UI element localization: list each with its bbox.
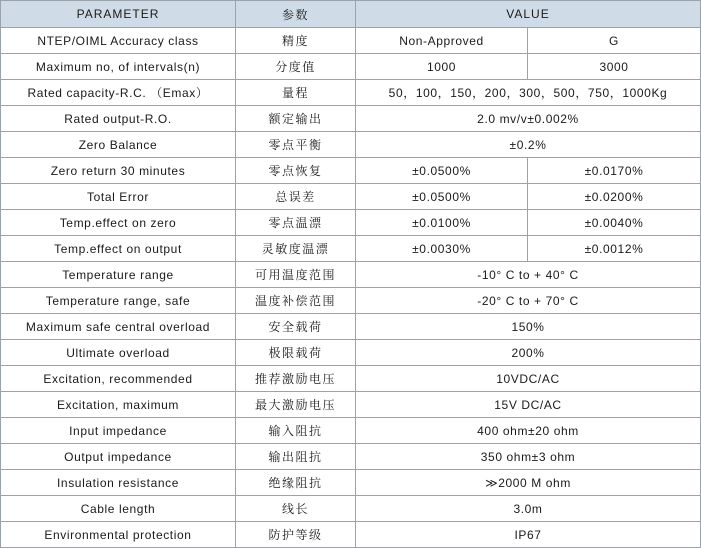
cell-value-secondary: 3000 xyxy=(528,54,701,80)
cell-parameter: Insulation resistance xyxy=(1,470,236,496)
cell-parameter-cn: 最大激励电压 xyxy=(236,392,356,418)
column-header-parameter-cn: 参数 xyxy=(236,1,356,28)
table-row xyxy=(1,314,701,340)
cell-parameter-cn: 绝缘阻抗 xyxy=(236,470,356,496)
cell-parameter-cn: 输出阻抗 xyxy=(236,444,356,470)
table-row xyxy=(1,158,701,184)
table-row xyxy=(1,392,701,418)
table-row xyxy=(1,132,701,158)
cell-value-primary: 10VDC/AC xyxy=(356,366,701,392)
table-row xyxy=(1,262,701,288)
table-row xyxy=(1,496,701,522)
cell-value-primary: 350 ohm±3 ohm xyxy=(356,444,701,470)
cell-value-secondary: ±0.0200% xyxy=(528,184,701,210)
cell-value-primary: 15V DC/AC xyxy=(356,392,701,418)
cell-parameter: Input impedance xyxy=(1,418,236,444)
cell-parameter: Temp.effect on zero xyxy=(1,210,236,236)
cell-parameter: Maximum no, of intervals(n) xyxy=(1,54,236,80)
cell-value-secondary: ±0.0012% xyxy=(528,236,701,262)
cell-value-primary: ±0.0100% xyxy=(356,210,528,236)
cell-parameter: Temperature range, safe xyxy=(1,288,236,314)
cell-value-secondary: ±0.0170% xyxy=(528,158,701,184)
cell-parameter-cn: 量程 xyxy=(236,80,356,106)
table-row xyxy=(1,418,701,444)
cell-value-primary: 3.0m xyxy=(356,496,701,522)
table-row xyxy=(1,340,701,366)
cell-parameter-cn: 灵敏度温漂 xyxy=(236,236,356,262)
table-row xyxy=(1,288,701,314)
cell-value-primary: ±0.2% xyxy=(356,132,701,158)
table-body xyxy=(1,28,701,548)
table-row xyxy=(1,54,701,80)
cell-value-primary: ±0.0030% xyxy=(356,236,528,262)
cell-parameter: Environmental protection xyxy=(1,522,236,548)
cell-parameter: Temp.effect on output xyxy=(1,236,236,262)
table-row xyxy=(1,444,701,470)
cell-parameter-cn: 推荐激励电压 xyxy=(236,366,356,392)
cell-parameter-cn: 精度 xyxy=(236,28,356,54)
cell-parameter: Temperature range xyxy=(1,262,236,288)
cell-parameter: Rated capacity-R.C. （Emax） xyxy=(1,80,236,106)
table-row xyxy=(1,184,701,210)
cell-parameter: Rated output-R.O. xyxy=(1,106,236,132)
cell-parameter-cn: 温度补偿范围 xyxy=(236,288,356,314)
cell-value-primary: ±0.0500% xyxy=(356,184,528,210)
cell-parameter-cn: 极限载荷 xyxy=(236,340,356,366)
cell-parameter-cn: 安全载荷 xyxy=(236,314,356,340)
table-row xyxy=(1,366,701,392)
cell-parameter-cn: 可用温度范围 xyxy=(236,262,356,288)
cell-value-primary: 50，100，150，200，300，500，750，1000Kg xyxy=(356,80,701,106)
table-header xyxy=(1,1,701,28)
cell-value-primary: Non-Approved xyxy=(356,28,528,54)
table-row xyxy=(1,522,701,548)
table-row xyxy=(1,470,701,496)
column-header-value: VALUE xyxy=(356,1,701,28)
cell-parameter-cn: 输入阻抗 xyxy=(236,418,356,444)
cell-parameter: NTEP/OIML Accuracy class xyxy=(1,28,236,54)
cell-parameter: Output impedance xyxy=(1,444,236,470)
cell-parameter-cn: 分度值 xyxy=(236,54,356,80)
table-row xyxy=(1,236,701,262)
cell-parameter-cn: 额定输出 xyxy=(236,106,356,132)
cell-value-primary: -10° C to + 40° C xyxy=(356,262,701,288)
cell-value-secondary: ±0.0040% xyxy=(528,210,701,236)
cell-parameter-cn: 防护等级 xyxy=(236,522,356,548)
table-header-row xyxy=(1,1,701,28)
cell-parameter: Ultimate overload xyxy=(1,340,236,366)
table-row xyxy=(1,210,701,236)
cell-parameter-cn: 零点温漂 xyxy=(236,210,356,236)
table-row xyxy=(1,80,701,106)
cell-value-secondary: G xyxy=(528,28,701,54)
cell-parameter: Excitation, maximum xyxy=(1,392,236,418)
cell-parameter-cn: 零点平衡 xyxy=(236,132,356,158)
cell-value-primary: 150% xyxy=(356,314,701,340)
cell-value-primary: IP67 xyxy=(356,522,701,548)
cell-value-primary: ±0.0500% xyxy=(356,158,528,184)
cell-parameter-cn: 零点恢复 xyxy=(236,158,356,184)
cell-value-primary: 400 ohm±20 ohm xyxy=(356,418,701,444)
cell-parameter: Total Error xyxy=(1,184,236,210)
cell-parameter: Zero Balance xyxy=(1,132,236,158)
cell-value-primary: 1000 xyxy=(356,54,528,80)
cell-value-primary: -20° C to + 70° C xyxy=(356,288,701,314)
cell-parameter-cn: 总误差 xyxy=(236,184,356,210)
cell-parameter-cn: 线长 xyxy=(236,496,356,522)
cell-parameter: Cable length xyxy=(1,496,236,522)
cell-parameter: Excitation, recommended xyxy=(1,366,236,392)
column-header-parameter: PARAMETER xyxy=(1,1,236,28)
cell-parameter: Zero return 30 minutes xyxy=(1,158,236,184)
cell-value-primary: ≫2000 M ohm xyxy=(356,470,701,496)
cell-parameter: Maximum safe central overload xyxy=(1,314,236,340)
table-row xyxy=(1,106,701,132)
cell-value-primary: 200% xyxy=(356,340,701,366)
cell-value-primary: 2.0 mv/v±0.002% xyxy=(356,106,701,132)
table-row xyxy=(1,28,701,54)
